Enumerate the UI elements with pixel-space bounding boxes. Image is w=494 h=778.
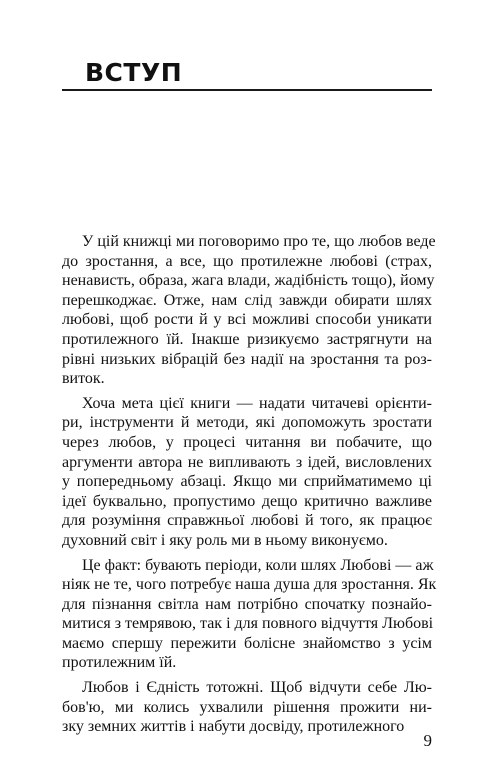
text-line: для розуміння справжньої любові й того, як працює	[62, 512, 432, 530]
text-line: через любов, у процесі читання ви побачите, що	[62, 433, 432, 451]
text-line: Хоча мета цієї книги — надати читачеві орієнти-	[82, 394, 432, 412]
text-line: зку земних життів і набути досвіду, протилежного	[62, 718, 405, 736]
text-line: ненависть, образа, жага влади, жадібність тощо), йому	[62, 272, 435, 290]
chapter-title: ВСТУП	[85, 58, 183, 87]
body-text	[62, 232, 437, 742]
text-line: перешкоджає. Отже, нам слід завжди обирати шлях	[62, 291, 432, 309]
text-line: до зростання, а все, що протилежне любові (страх,	[62, 252, 432, 270]
text-line: ри, інструменти й методи, які допоможуть зростати	[62, 414, 432, 432]
text-line: любові, щоб рости й у всі можливі способи уникати	[62, 311, 432, 329]
text-line: у попередньому абзаці. Якщо ми сприйматимемо ці	[62, 473, 432, 491]
text-line: Любов і Єдність тотожні. Щоб відчути себе Лю-	[82, 679, 432, 697]
paragraph	[62, 232, 436, 389]
paragraph	[62, 556, 437, 674]
text-line: митися з темрявою, так і для повного відчуття Любові	[62, 615, 434, 633]
text-line: виток.	[62, 370, 105, 388]
text-line: духовний світ і яку роль ми в ньому виконуємо.	[62, 531, 388, 549]
page-number: 9	[423, 731, 432, 750]
text-line: протилежного їй. Інакше ризикуємо застрягнути на	[62, 330, 432, 348]
text-line: для пізнання світла нам потрібно спочатку познайо-	[62, 595, 432, 613]
text-line: маємо спершу пережити болісне знайомство з усім	[62, 634, 432, 652]
text-line: протилежним їй.	[62, 654, 177, 672]
paragraph	[62, 678, 432, 737]
text-line: рівні низьких вібрацій без надії на зростання та роз-	[62, 350, 432, 368]
text-line: ідеї буквально, пропустимо дещо критично важливе	[62, 492, 432, 510]
text-line: аргументи автора не випливають з ідей, висловлених	[62, 453, 432, 471]
text-line: бов'ю, ми колись ухвалили рішення прожити ни-	[62, 698, 432, 716]
text-line: У цій книжці ми поговоримо про те, що любов веде	[82, 233, 436, 250]
text-line: ніяк не те, чого потребує наша душа для зростання. Як	[62, 576, 437, 594]
text-line: Це факт: бувають періоди, коли шлях Любові — аж	[82, 556, 434, 574]
title-divider	[62, 89, 432, 91]
paragraph	[62, 394, 432, 551]
